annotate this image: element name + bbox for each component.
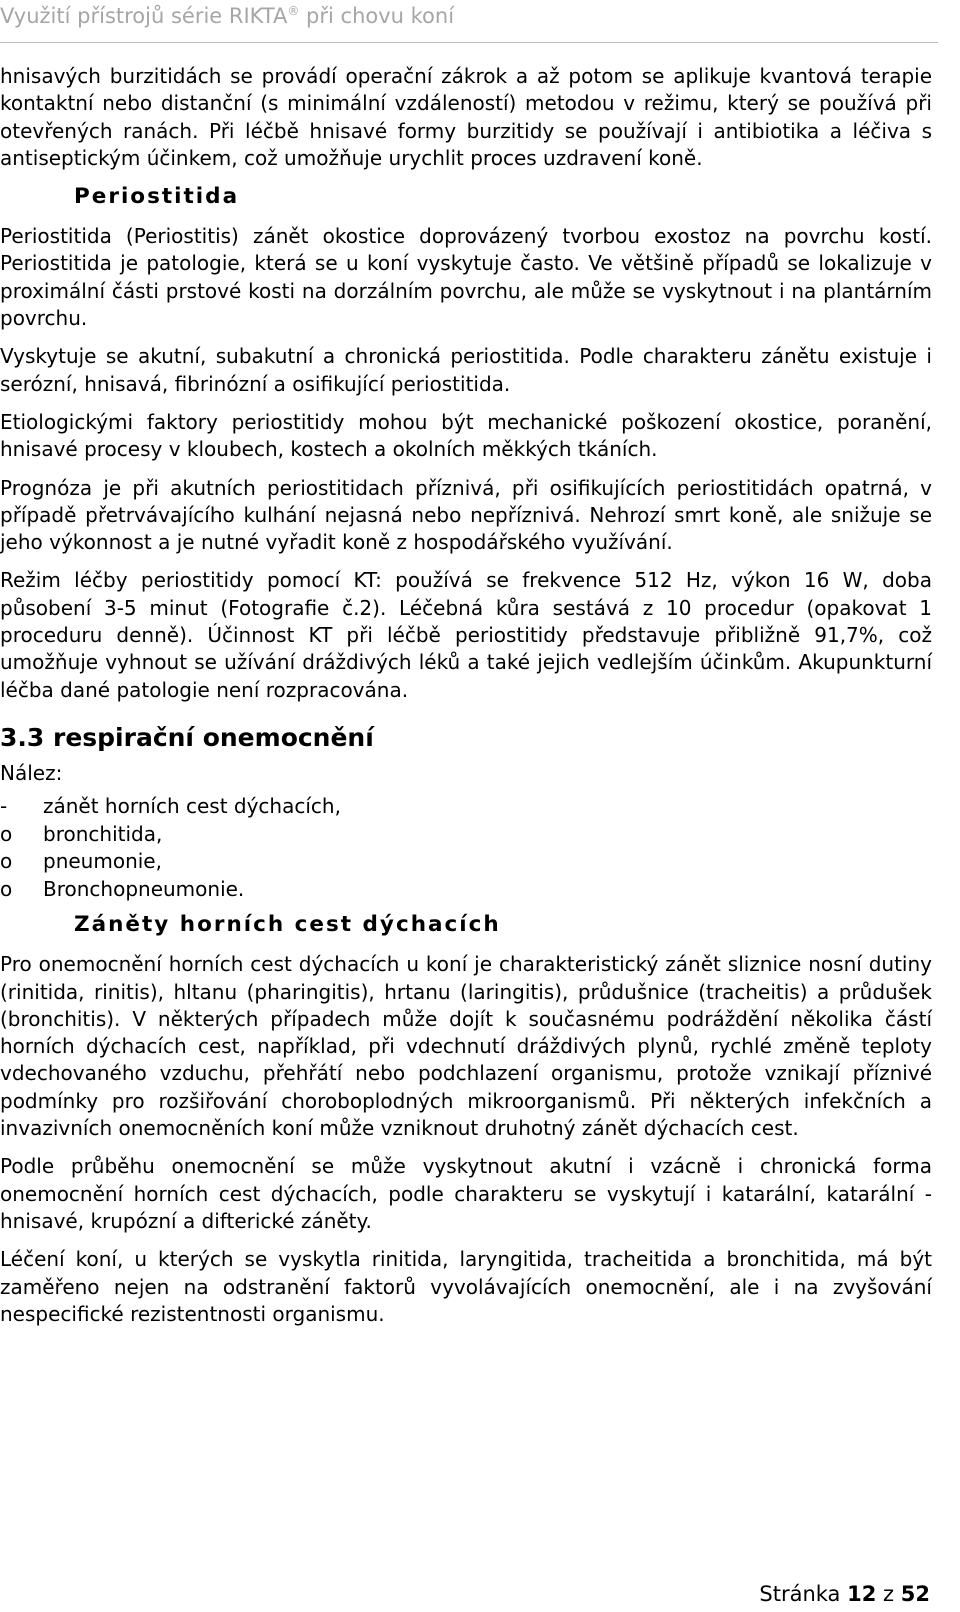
paragraph: Režim léčby periostitidy pomocí KT: používá se frekvence 512 Hz, výkon 16 W, doba působení 3-5 minut (Fotografie č.2). Léčebná kůra sestává z 10 procedur (opakovat 1 proceduru denně). Účinnost KT při léčbě periostitidy představuje přibližně 91,7%, což umožňuje vyhnout se užívání dráždivých léků a také jejich vedlejším účinkům. Akupunkturní léčba dané patologie není rozpracována. (0, 568, 932, 702)
list-item-text: pneumonie, (43, 849, 162, 874)
list-item-text: zánět horních cest dýchacích, (43, 794, 341, 819)
footer-of: z (883, 1582, 895, 1606)
section-heading: 3.3 respirační onemocnění (0, 722, 374, 752)
list-marker: o (0, 821, 13, 846)
header-title-suffix: při chovu koní (299, 4, 455, 28)
paragraph: Léčení koní, u kterých se vyskytla rinitida, laryngitida, tracheitida a bronchitida, má být zaměřeno nejen na odstranění faktorů vyvolávajících onemocnění, ale i na zvyšování nespecifické rezistentnosti organismu. (0, 1247, 932, 1326)
paragraph: Periostitida (Periostitis) zánět okostice doprovázený tvorbou exostoz na povrchu kostí. Periostitida je patologie, která se u koní vyskytuje často. Ve většině případů se lokalizuje v proximální části prstové kosti na dorzálním povrchu, ale může se vyskytnout i na plantárním povrchu. (0, 224, 932, 331)
paragraph: Podle průběhu onemocnění se může vyskytnout akutní i vzácně i chronická forma onemocnění horních cest dýchacích, podle charakteru se vyskytují i katarální, katarální - hnisavé, krupózní a difterické záněty. (0, 1154, 932, 1233)
page-number: 12 (847, 1582, 877, 1606)
page-footer (759, 1582, 930, 1606)
page-total: 52 (900, 1582, 930, 1606)
registered-mark: ® (287, 4, 300, 18)
list-item-text: bronchitida, (43, 821, 163, 846)
list-marker: o (0, 849, 13, 874)
list-item-text: Bronchopneumonie. (43, 876, 245, 901)
list-item (0, 821, 932, 849)
paragraph: Vyskytuje se akutní, subakutní a chronická periostitida. Podle charakteru zánětu existuje i serózní, hnisavá, fibrinózní a osifikující periostitida. (0, 344, 932, 396)
list-item (0, 876, 932, 904)
list-marker: o (0, 876, 13, 901)
paragraph: Pro onemocnění horních cest dýchacích u koní je charakteristický zánět sliznice nosní dutiny (rinitida, rinitis), hltanu (pharingitis), hrtanu (laringitis), průdušnice (tracheitis) a průdušek (bronchitis). V některých případech může dojít k současnému podráždění několika částí horních dýchacích cest, například, při vdechnutí dráždivých plynů, rychlé změně teploty vdechovaného vzduchu, přehřátí nebo podchlazení organismu, protože vznikají příznivé podmínky pro rozšiřování choroboplodných mikroorganismů. Při některých infekčních a invazivních onemocněních koní může vzniknout druhotný zánět dýchacích cest. (0, 952, 932, 1141)
header-divider (0, 42, 938, 43)
heading-zanety: Záněty horních cest dýchacích (74, 912, 501, 938)
list-item (0, 793, 932, 821)
document-body (0, 63, 932, 1339)
footer-label: Stránka (759, 1582, 841, 1606)
list-marker: - (0, 794, 8, 819)
findings-label: Nález: (0, 760, 63, 785)
list-item (0, 848, 932, 876)
findings-list (0, 793, 932, 903)
header-title: Využití přístrojů série RIKTA (0, 4, 288, 28)
paragraph: hnisavých burzitidách se provádí operační zákrok a až potom se aplikuje kvantová terapie kontaktní nebo distanční (s minimální vzdáleností) metodou v režimu, který se používá při otevřených ranách. Při léčbě hnisavé formy burzitidy se používají i antibiotika a léčiva s antiseptickým účinkem, což umožňuje urychlit proces uzdravení koně. (0, 64, 932, 170)
running-header (0, 4, 454, 34)
paragraph: Prognóza je při akutních periostitidach příznivá, při osifikujících periostitidách opatrná, v případě přetrvávajícího kulhání nejasná nebo nepříznivá. Nehrozí smrt koně, ale snižuje se jeho výkonnost a je nutné vyřadit koně z hospodářského využívání. (0, 475, 932, 555)
paragraph: Etiologickými faktory periostitidy mohou být mechanické poškození okostice, poranění, hnisavé procesy v kloubech, kostech a okolních měkkých tkáních. (0, 409, 932, 462)
heading-periostitida: Periostitida (74, 184, 240, 210)
